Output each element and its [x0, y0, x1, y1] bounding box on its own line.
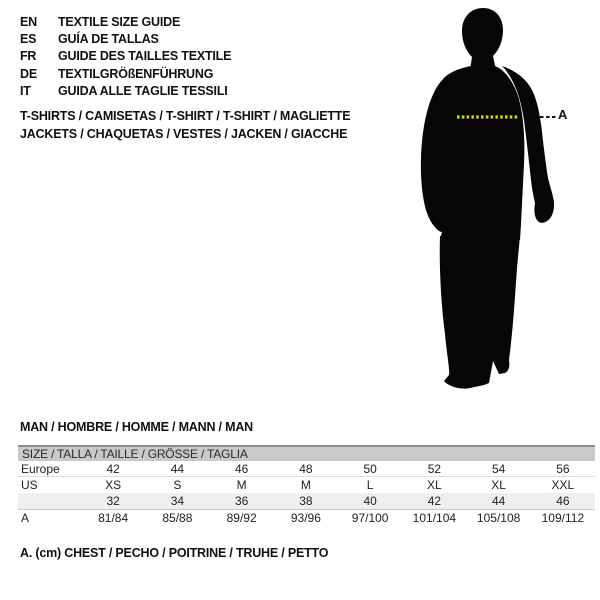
size-cell: 105/108 — [476, 511, 521, 525]
category-jackets: JACKETS / CHAQUETAS / VESTES / JACKEN / GIACCHE — [20, 126, 348, 141]
table-row-chest-a — [18, 509, 595, 526]
size-cell: 38 — [299, 494, 313, 508]
man-silhouette-svg — [406, 4, 570, 396]
size-cell: 97/100 — [351, 511, 389, 525]
size-table-header: SIZE / TALLA / TAILLE / GRÖSSE / TAGLIA — [18, 445, 595, 461]
size-cell: 89/92 — [226, 511, 257, 525]
size-cell: 46 — [234, 461, 249, 476]
category-tshirts: T-SHIRTS / CAMISETAS / T-SHIRT / T-SHIRT / MAGLIETTE — [20, 109, 351, 123]
row-label: Europe — [21, 461, 60, 476]
language-code: DE — [20, 66, 37, 81]
language-title-list — [20, 13, 231, 99]
row-label: US — [21, 478, 38, 492]
silhouette-head — [462, 8, 503, 70]
table-row-europe — [18, 461, 595, 477]
section-title-man: MAN / HOMBRE / HOMME / MANN / MAN — [20, 420, 253, 434]
language-code: IT — [20, 83, 31, 98]
size-cell: 44 — [170, 461, 185, 476]
size-cell: L — [366, 478, 374, 492]
size-cell: XL — [491, 478, 506, 492]
size-cell: 52 — [427, 461, 442, 476]
size-cell: 46 — [556, 494, 570, 508]
size-cell: XS — [105, 478, 122, 492]
language-label: GUIDE DES TAILLES TEXTILE — [58, 49, 232, 64]
size-cell: 54 — [491, 461, 506, 476]
language-row — [20, 30, 231, 47]
size-cell: M — [300, 478, 311, 492]
size-cell: 109/112 — [541, 511, 585, 525]
table-row-us — [18, 477, 595, 493]
language-code: FR — [20, 49, 37, 64]
row-label: A — [21, 511, 30, 525]
silhouette-legs — [440, 236, 520, 389]
language-row — [20, 48, 231, 65]
size-cell: 44 — [491, 494, 506, 508]
language-label: TEXTILE SIZE GUIDE — [58, 14, 181, 29]
size-cell: 81/84 — [98, 511, 129, 525]
language-code: ES — [20, 31, 37, 46]
size-cell: 85/88 — [162, 511, 193, 525]
size-cell: 34 — [170, 494, 185, 508]
size-cell: 93/96 — [290, 511, 321, 525]
size-cell: 42 — [427, 494, 442, 508]
size-cell: 36 — [234, 494, 249, 508]
size-cell: 42 — [106, 461, 120, 476]
size-table — [18, 445, 595, 526]
garment-categories — [20, 108, 350, 143]
silhouette-torso — [421, 64, 525, 240]
language-label: TEXTILGRÖßENFÜHRUNG — [58, 66, 214, 81]
language-label: GUÍA DE TALLAS — [58, 31, 159, 46]
language-row — [20, 82, 231, 99]
language-label: GUIDA ALLE TAGLIE TESSILI — [58, 83, 228, 98]
size-cell: 101/104 — [412, 511, 457, 525]
table-row-numeric — [18, 493, 595, 509]
size-cell: 40 — [363, 494, 377, 508]
size-cell: 50 — [363, 461, 377, 476]
size-cell: 32 — [106, 494, 120, 508]
man-silhouette-figure — [406, 4, 570, 396]
language-code: EN — [20, 14, 37, 29]
size-cell: S — [173, 478, 182, 492]
size-cell: M — [236, 478, 247, 492]
language-row — [20, 13, 231, 30]
size-cell: 48 — [299, 461, 313, 476]
size-cell: 56 — [556, 461, 570, 476]
measure-label-a: A — [558, 107, 568, 122]
language-row — [20, 65, 231, 82]
measurement-footnote: A. (cm) CHEST / PECHO / POITRINE / TRUHE / PETTO — [20, 546, 329, 560]
size-cell: XXL — [551, 478, 575, 492]
size-cell: XL — [427, 478, 442, 492]
